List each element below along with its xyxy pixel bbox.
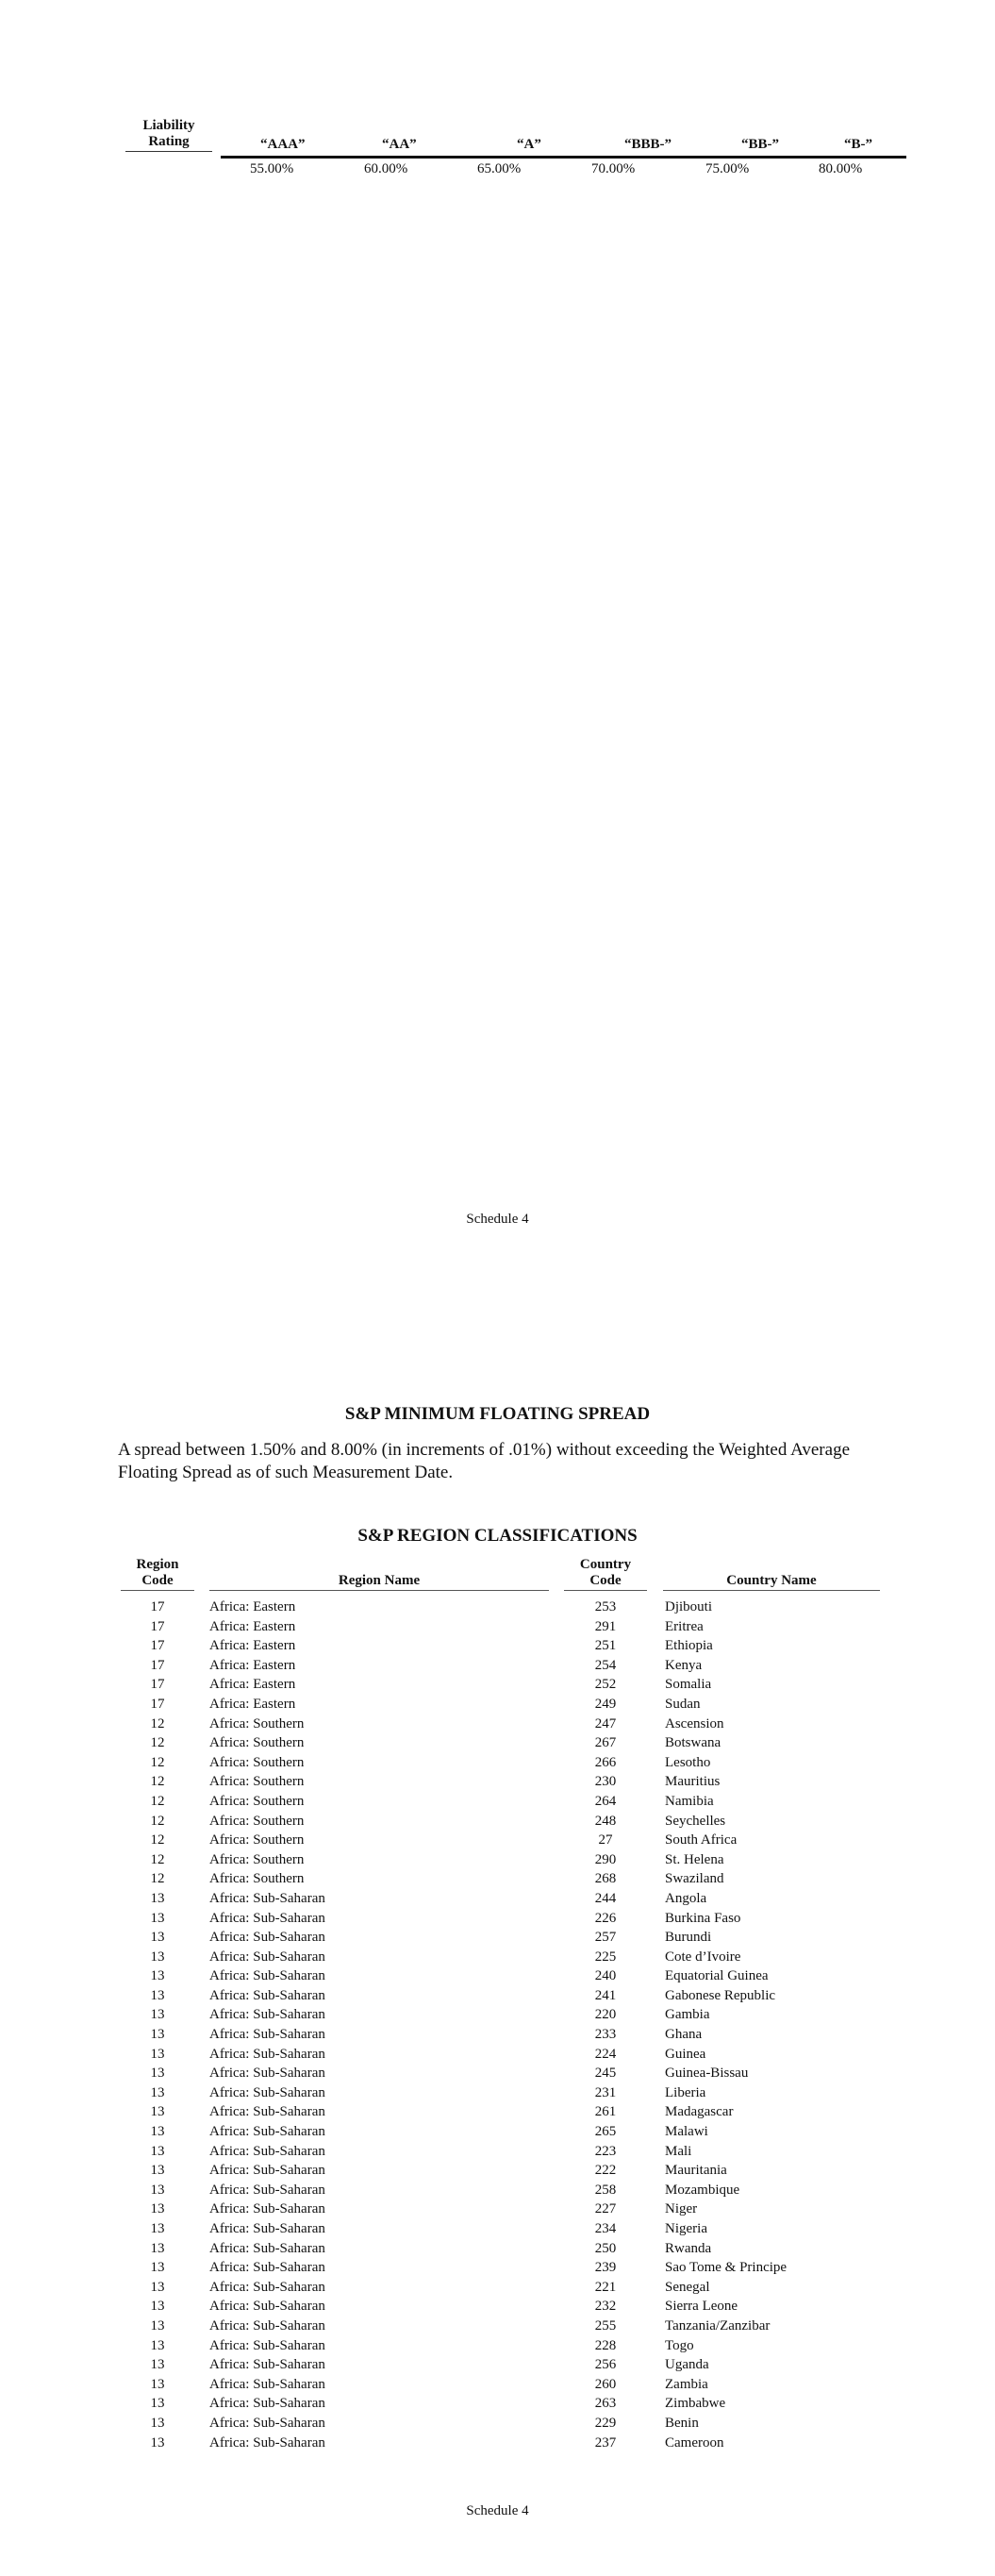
region-name-cell: Africa: Sub-Saharan	[209, 2163, 325, 2179]
country-name-cell: Mozambique	[665, 2182, 740, 2198]
region-code-cell: 12	[150, 1735, 165, 1751]
table-row	[0, 1928, 995, 1948]
table-row	[0, 2278, 995, 2298]
region-name-cell: Africa: Southern	[209, 1793, 305, 1809]
region-code-cell: 13	[150, 1949, 165, 1965]
table-row	[0, 2122, 995, 2142]
header-region-name: Region Name	[209, 1573, 549, 1591]
table-row	[0, 1966, 995, 1986]
country-code-cell: 254	[594, 1657, 617, 1673]
country-name-cell: Zambia	[665, 2376, 708, 2392]
country-name-cell: Benin	[665, 2415, 699, 2431]
region-name-cell: Africa: Sub-Saharan	[209, 2376, 325, 2392]
rating-value-aa: 60.00%	[364, 161, 408, 176]
region-name-cell: Africa: Southern	[209, 1832, 305, 1848]
region-code-cell: 13	[150, 2260, 165, 2276]
country-code-cell: 241	[594, 1987, 617, 2003]
country-name-cell: Rwanda	[665, 2240, 712, 2256]
table-row	[0, 2005, 995, 2025]
country-name-cell: Lesotho	[665, 1754, 711, 1770]
region-name-cell: Africa: Southern	[209, 1754, 305, 1770]
table-row	[0, 2142, 995, 2162]
min-spread-text: A spread between 1.50% and 8.00% (in increments of .01%) without exceeding the Weighted Average Floating Spread as of such Measurement Date.	[118, 1440, 851, 1482]
region-code-cell: 17	[150, 1657, 165, 1673]
region-name-cell: Africa: Sub-Saharan	[209, 2221, 325, 2236]
region-code-cell: 17	[150, 1618, 165, 1634]
country-code-cell: 248	[594, 1813, 617, 1829]
country-name-cell: Togo	[665, 2337, 694, 2353]
region-name-cell: Africa: Sub-Saharan	[209, 2396, 325, 2412]
region-code-cell: 13	[150, 2415, 165, 2431]
country-code-cell: 253	[594, 1599, 617, 1614]
country-name-cell: Swaziland	[665, 1871, 724, 1887]
country-name-cell: Gambia	[665, 2007, 710, 2023]
country-code-cell: 231	[594, 2084, 617, 2100]
table-row	[0, 1831, 995, 1850]
country-code-cell: 223	[594, 2143, 617, 2159]
table-row	[0, 2045, 995, 2065]
region-name-cell: Africa: Sub-Saharan	[209, 2415, 325, 2431]
region-name-cell: Africa: Eastern	[209, 1677, 296, 1693]
region-name-cell: Africa: Southern	[209, 1851, 305, 1867]
table-row	[0, 2219, 995, 2239]
rating-category-bbb: “BBB-”	[624, 137, 672, 152]
region-table-header	[0, 1557, 995, 1597]
country-name-cell: Malawi	[665, 2124, 708, 2140]
region-name-cell: Africa: Sub-Saharan	[209, 2046, 325, 2062]
country-name-cell: Ghana	[665, 2027, 703, 2043]
country-name-cell: Seychelles	[665, 1813, 726, 1829]
liability-rating-header	[125, 118, 906, 161]
country-name-cell: Gabonese Republic	[665, 1987, 776, 2003]
region-code-cell: 17	[150, 1599, 165, 1614]
region-name-cell: Africa: Eastern	[209, 1599, 296, 1614]
region-code-cell: 13	[150, 2396, 165, 2412]
country-name-cell: Sudan	[665, 1696, 701, 1712]
region-table-body	[0, 1597, 995, 2452]
country-name-cell: Mauritius	[665, 1774, 721, 1790]
region-code-cell: 13	[150, 2434, 165, 2451]
region-name-cell: Africa: Southern	[209, 1735, 305, 1751]
country-code-cell: 265	[594, 2124, 617, 2140]
region-code-cell: 17	[150, 1638, 165, 1654]
table-row	[0, 2258, 995, 2278]
region-code-cell: 13	[150, 2317, 165, 2333]
country-name-cell: Sao Tome & Principe	[665, 2260, 788, 2276]
page-two	[0, 1279, 995, 2576]
country-code-cell: 264	[594, 1793, 617, 1809]
country-name-cell: Ascension	[665, 1715, 724, 1731]
country-code-cell: 225	[594, 1949, 617, 1965]
country-name-cell: Equatorial Guinea	[665, 1968, 769, 1984]
rating-value-aaa: 55.00%	[250, 161, 294, 176]
region-code-cell: 13	[150, 2046, 165, 2062]
region-code-cell: 13	[150, 2376, 165, 2392]
region-name-cell: Africa: Sub-Saharan	[209, 2084, 325, 2100]
region-code-cell: 13	[150, 1910, 165, 1926]
country-name-cell: St. Helena	[665, 1851, 724, 1867]
country-code-cell: 260	[594, 2376, 617, 2392]
page-one-footer: Schedule 4	[466, 1212, 529, 1227]
region-code-cell: 13	[150, 2163, 165, 2179]
country-code-cell: 239	[594, 2260, 617, 2276]
region-code-cell: 13	[150, 2240, 165, 2256]
rating-category-bb: “BB-”	[741, 137, 780, 152]
country-name-cell: Tanzania/Zanzibar	[665, 2317, 771, 2333]
country-code-cell: 263	[594, 2396, 617, 2412]
table-row	[0, 1733, 995, 1753]
country-name-cell: Uganda	[665, 2357, 709, 2373]
header-country-code: Country Code	[564, 1557, 647, 1591]
country-name-cell: Mauritania	[665, 2163, 727, 2179]
header-region-code: Region Code	[121, 1557, 194, 1591]
country-name-cell: Botswana	[665, 1735, 721, 1751]
region-name-cell: Africa: Eastern	[209, 1638, 296, 1654]
region-name-cell: Africa: Sub-Saharan	[209, 2240, 325, 2256]
country-name-cell: Djibouti	[665, 1599, 713, 1614]
page-two-footer: Schedule 4	[466, 2503, 529, 2518]
region-name-cell: Africa: Sub-Saharan	[209, 1949, 325, 1965]
country-name-cell: South Africa	[665, 1832, 738, 1848]
table-row	[0, 1695, 995, 1715]
country-code-cell: 230	[594, 1774, 617, 1790]
rating-categories	[221, 135, 906, 159]
country-name-cell: Senegal	[665, 2279, 710, 2295]
country-code-cell: 255	[594, 2317, 617, 2333]
table-row	[0, 2336, 995, 2356]
country-code-cell: 222	[594, 2163, 617, 2179]
region-name-cell: Africa: Sub-Saharan	[209, 2007, 325, 2023]
country-code-cell: 232	[594, 2299, 617, 2315]
region-code-cell: 13	[150, 2299, 165, 2315]
country-name-cell: Nigeria	[665, 2221, 707, 2236]
country-name-cell: Zimbabwe	[665, 2396, 726, 2412]
country-code-cell: 290	[594, 1851, 617, 1867]
country-name-cell: Somalia	[665, 1677, 712, 1693]
country-name-cell: Cote d’Ivoire	[665, 1949, 741, 1965]
country-code-cell: 221	[594, 2279, 617, 2295]
table-row	[0, 1597, 995, 1617]
region-name-cell: Africa: Sub-Saharan	[209, 2317, 325, 2333]
region-code-cell: 13	[150, 2357, 165, 2373]
country-code-cell: 233	[594, 2027, 617, 2043]
table-row	[0, 2200, 995, 2219]
rating-value-a: 65.00%	[477, 161, 522, 176]
liability-rating-table	[125, 118, 906, 176]
table-row	[0, 1675, 995, 1695]
region-name-cell: Africa: Sub-Saharan	[209, 2182, 325, 2198]
region-code-cell: 12	[150, 1715, 165, 1731]
rating-values	[221, 161, 906, 178]
country-code-cell: 237	[594, 2434, 617, 2451]
country-code-cell: 261	[594, 2104, 617, 2120]
country-code-cell: 27	[598, 1832, 613, 1848]
country-code-cell: 266	[594, 1754, 617, 1770]
table-row	[0, 1948, 995, 1967]
country-code-cell: 228	[594, 2337, 617, 2353]
country-code-cell: 250	[594, 2240, 617, 2256]
region-name-cell: Africa: Sub-Saharan	[209, 1930, 325, 1946]
country-code-cell: 245	[594, 2066, 617, 2082]
region-code-cell: 13	[150, 2027, 165, 2043]
country-name-cell: Niger	[665, 2201, 698, 2217]
region-name-cell: Africa: Sub-Saharan	[209, 2124, 325, 2140]
country-code-cell: 234	[594, 2221, 617, 2236]
country-name-cell: Namibia	[665, 1793, 714, 1809]
rating-category-a: “A”	[517, 137, 541, 152]
country-code-cell: 256	[594, 2357, 617, 2373]
region-name-cell: Africa: Sub-Saharan	[209, 1987, 325, 2003]
table-row	[0, 1850, 995, 1870]
region-code-cell: 13	[150, 1987, 165, 2003]
table-row	[0, 1986, 995, 2006]
country-code-cell: 267	[594, 1735, 617, 1751]
region-name-cell: Africa: Sub-Saharan	[209, 2299, 325, 2315]
region-code-cell: 12	[150, 1851, 165, 1867]
region-code-cell: 13	[150, 2104, 165, 2120]
table-row	[0, 1889, 995, 1909]
region-code-cell: 13	[150, 2084, 165, 2100]
table-row	[0, 2297, 995, 2317]
liability-rating-label: Liability Rating	[125, 118, 212, 152]
region-code-cell: 13	[150, 2124, 165, 2140]
region-code-cell: 12	[150, 1871, 165, 1887]
header-country-name: Country Name	[663, 1573, 880, 1591]
table-row	[0, 2181, 995, 2200]
region-name-cell: Africa: Sub-Saharan	[209, 2260, 325, 2276]
country-code-cell: 251	[594, 1638, 617, 1654]
region-name-cell: Africa: Sub-Saharan	[209, 2337, 325, 2353]
region-code-cell: 12	[150, 1832, 165, 1848]
region-name-cell: Africa: Sub-Saharan	[209, 1968, 325, 1984]
region-code-cell: 13	[150, 2279, 165, 2295]
region-code-cell: 17	[150, 1696, 165, 1712]
country-name-cell: Guinea	[665, 2046, 706, 2062]
table-row	[0, 2355, 995, 2375]
country-code-cell: 257	[594, 1930, 617, 1946]
region-code-cell: 12	[150, 1793, 165, 1809]
region-code-cell: 13	[150, 1968, 165, 1984]
rating-value-bbb: 70.00%	[591, 161, 636, 176]
country-code-cell: 244	[594, 1890, 617, 1906]
region-code-cell: 12	[150, 1813, 165, 1829]
table-row	[0, 1617, 995, 1637]
region-name-cell: Africa: Sub-Saharan	[209, 2357, 325, 2373]
region-name-cell: Africa: Southern	[209, 1871, 305, 1887]
region-name-cell: Africa: Sub-Saharan	[209, 2143, 325, 2159]
region-code-cell: 13	[150, 2143, 165, 2159]
region-name-cell: Africa: Sub-Saharan	[209, 2066, 325, 2082]
table-row	[0, 2394, 995, 2414]
table-row	[0, 1812, 995, 1832]
region-classification-table	[0, 1557, 995, 2451]
rating-category-aa: “AA”	[382, 137, 417, 152]
rating-value-b: 80.00%	[819, 161, 863, 176]
region-name-cell: Africa: Sub-Saharan	[209, 2279, 325, 2295]
country-code-cell: 268	[594, 1871, 617, 1887]
region-code-cell: 13	[150, 2182, 165, 2198]
country-name-cell: Sierra Leone	[665, 2299, 738, 2315]
country-code-cell: 229	[594, 2415, 617, 2431]
region-table-title: S&P REGION CLASSIFICATIONS	[357, 1526, 638, 1546]
country-code-cell: 247	[594, 1715, 617, 1731]
table-row	[0, 1753, 995, 1773]
region-name-cell: Africa: Eastern	[209, 1696, 296, 1712]
rating-category-b: “B-”	[844, 137, 872, 152]
table-row	[0, 1792, 995, 1812]
country-code-cell: 240	[594, 1968, 617, 1984]
region-name-cell: Africa: Eastern	[209, 1657, 296, 1673]
region-code-cell: 13	[150, 2201, 165, 2217]
table-row	[0, 2239, 995, 2259]
region-name-cell: Africa: Sub-Saharan	[209, 1910, 325, 1926]
country-code-cell: 226	[594, 1910, 617, 1926]
country-name-cell: Liberia	[665, 2084, 706, 2100]
region-code-cell: 12	[150, 1774, 165, 1790]
region-name-cell: Africa: Sub-Saharan	[209, 2201, 325, 2217]
table-row	[0, 2064, 995, 2083]
region-name-cell: Africa: Southern	[209, 1813, 305, 1829]
region-code-cell: 13	[150, 2007, 165, 2023]
region-name-cell: Africa: Sub-Saharan	[209, 1890, 325, 1906]
region-code-cell: 13	[150, 2337, 165, 2353]
table-row	[0, 1715, 995, 1734]
country-code-cell: 227	[594, 2201, 617, 2217]
table-row	[0, 2414, 995, 2434]
region-name-cell: Africa: Sub-Saharan	[209, 2434, 325, 2451]
table-row	[0, 2434, 995, 2453]
region-code-cell: 13	[150, 1890, 165, 1906]
country-name-cell: Burundi	[665, 1930, 712, 1946]
region-name-cell: Africa: Eastern	[209, 1618, 296, 1634]
country-name-cell: Eritrea	[665, 1618, 704, 1634]
country-name-cell: Cameroon	[665, 2434, 724, 2451]
rating-value-bb: 75.00%	[705, 161, 750, 176]
table-row	[0, 2025, 995, 2045]
min-spread-title: S&P MINIMUM FLOATING SPREAD	[344, 1404, 651, 1424]
country-code-cell: 258	[594, 2182, 617, 2198]
table-row	[0, 2161, 995, 2181]
country-name-cell: Mali	[665, 2143, 692, 2159]
region-name-cell: Africa: Southern	[209, 1715, 305, 1731]
region-code-cell: 13	[150, 1930, 165, 1946]
country-name-cell: Madagascar	[665, 2104, 734, 2120]
table-row	[0, 1656, 995, 1676]
region-name-cell: Africa: Sub-Saharan	[209, 2027, 325, 2043]
country-code-cell: 224	[594, 2046, 617, 2062]
rating-category-aaa: “AAA”	[260, 137, 306, 152]
table-row	[0, 2102, 995, 2122]
country-code-cell: 249	[594, 1696, 617, 1712]
region-name-cell: Africa: Southern	[209, 1774, 305, 1790]
table-row	[0, 1636, 995, 1656]
region-name-cell: Africa: Sub-Saharan	[209, 2104, 325, 2120]
country-name-cell: Kenya	[665, 1657, 703, 1673]
region-code-cell: 13	[150, 2221, 165, 2236]
table-row	[0, 1909, 995, 1929]
page-one	[0, 0, 995, 1279]
region-code-cell: 13	[150, 2066, 165, 2082]
country-name-cell: Burkina Faso	[665, 1910, 741, 1926]
table-row	[0, 1869, 995, 1889]
country-name-cell: Ethiopia	[665, 1638, 713, 1654]
region-code-cell: 17	[150, 1677, 165, 1693]
country-code-cell: 291	[594, 1618, 617, 1634]
table-row	[0, 2317, 995, 2336]
table-row	[0, 1772, 995, 1792]
country-code-cell: 252	[594, 1677, 617, 1693]
table-row	[0, 2375, 995, 2395]
country-code-cell: 220	[594, 2007, 617, 2023]
region-code-cell: 12	[150, 1754, 165, 1770]
country-name-cell: Angola	[665, 1890, 707, 1906]
country-name-cell: Guinea-Bissau	[665, 2066, 749, 2082]
table-row	[0, 2083, 995, 2103]
